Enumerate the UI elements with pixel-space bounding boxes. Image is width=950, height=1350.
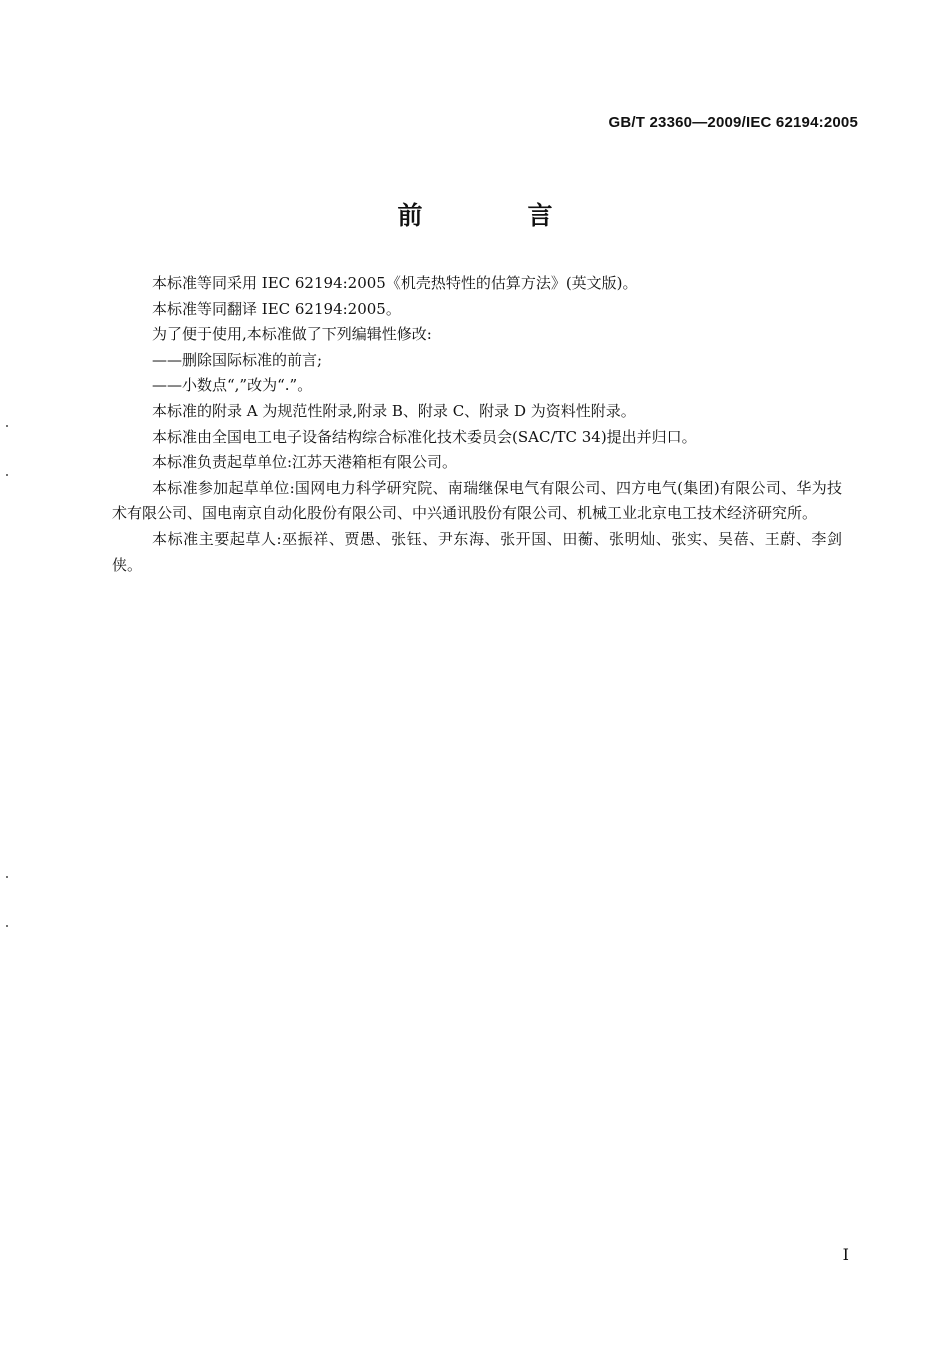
list-item-delete-foreword: ——删除国际标准的前言; bbox=[152, 350, 323, 369]
page-title: 前 言 bbox=[397, 201, 593, 230]
paragraph-translation: 本标准等同翻译 IEC 62194:2005。 bbox=[152, 299, 401, 318]
list-item-decimal-point: ——小数点“,”改为“.”。 bbox=[152, 376, 313, 395]
paragraph-annexes: 本标准的附录 A 为规范性附录,附录 B、附录 C、附录 D 为资料性附录。 bbox=[152, 401, 636, 420]
scan-dot bbox=[6, 876, 8, 878]
scan-dot bbox=[6, 925, 8, 927]
standard-code: GB/T 23360—2009/IEC 62194:2005 bbox=[608, 114, 858, 131]
page-number: I bbox=[842, 1245, 849, 1264]
paragraph-participating-units: 本标准参加起草单位:国网电力科学研究院、南瑞继保电气有限公司、四方电气(集团)有限公司、华为技术有限公司、国电南京自动化股份有限公司、中兴通讯股份有限公司、机械工业北京电工技术经济研究所。 bbox=[112, 478, 842, 523]
paragraph-adoption: 本标准等同采用 IEC 62194:2005《机壳热特性的估算方法》(英文版)。 bbox=[152, 274, 638, 292]
foreword-body bbox=[112, 271, 842, 578]
paragraph-drafting-unit: 本标准负责起草单位:江苏天港箱柜有限公司。 bbox=[152, 453, 458, 472]
scan-dot bbox=[6, 425, 8, 427]
scan-dot bbox=[6, 474, 8, 476]
paragraph-editorial-changes: 为了便于使用,本标准做了下列编辑性修改: bbox=[152, 325, 432, 344]
paragraph-drafters: 本标准主要起草人:巫振祥、贾愚、张钰、尹东海、张开国、田蘅、张明灿、张实、吴蓓、王蔚、李剑侠。 bbox=[112, 529, 842, 574]
paragraph-proposer: 本标准由全国电工电子设备结构综合标准化技术委员会(SAC/TC 34)提出并归口。 bbox=[152, 427, 697, 446]
